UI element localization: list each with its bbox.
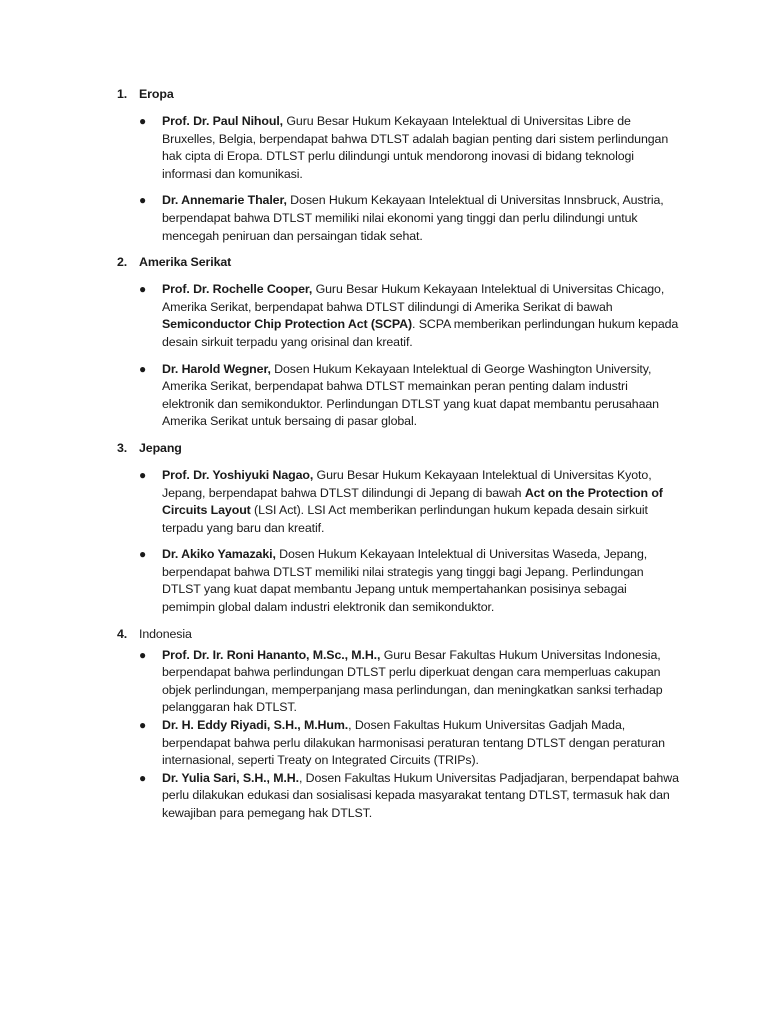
bullet-icon: ● (139, 647, 147, 662)
section-jepang (117, 440, 682, 617)
section-amerika-serikat (117, 254, 682, 431)
section-title: Eropa (139, 87, 174, 101)
expert-opinion: , Dosen Fakultas Hukum Universitas Gadjah Mada, berpendapat bahwa perlu dilakukan harmonisasi peraturan tentang DTLST dengan peraturan internasional, seperti Treaty on Integrated Circuits (TRIPs). (162, 718, 665, 768)
opinion-list (117, 281, 682, 431)
expert-opinion-cont: (LSI Act). LSI Act memberikan perlindungan hukum kepada desain sirkuit terpadu yang baru dan kreatif. (162, 503, 648, 535)
list-item (117, 647, 682, 717)
bullet-icon: ● (139, 718, 147, 733)
section-title: Indonesia (139, 626, 192, 641)
section-heading (117, 86, 682, 104)
expert-opinion: Dosen Hukum Kekayaan Intelektual di George Washington University, Amerika Serikat, berpendapat bahwa DTLST memainkan peran penting dalam industri elektronik dan semikonduktor. Perlindungan DTLST yang kuat dapat membantu perusahaan Amerika Serikat untuk bersaing di pasar global. (162, 361, 659, 429)
section-eropa (117, 86, 682, 245)
expert-name: Prof. Dr. Paul Nihoul, (162, 114, 284, 128)
expert-name: Dr. H. Eddy Riyadi, S.H., M.Hum. (162, 718, 349, 733)
expert-opinion-cont: . SCPA memberikan perlindungan hukum kepada desain sirkuit terpadu yang orisinal dan kreatif. (162, 317, 679, 349)
section-number: 4. (117, 626, 128, 641)
section-heading (117, 254, 682, 272)
bullet-icon: ● (139, 361, 147, 376)
expert-name: Dr. Annemarie Thaler, (162, 193, 287, 208)
list-item (117, 546, 682, 616)
bullet-icon: ● (139, 547, 147, 562)
law-name: Semiconductor Chip Protection Act (SCPA) (162, 317, 413, 332)
opinion-list (117, 647, 682, 823)
opinion-list (117, 467, 682, 617)
bullet-icon: ● (139, 193, 147, 208)
list-item (117, 281, 682, 351)
list-item (117, 770, 682, 823)
expert-opinion: Dosen Hukum Kekayaan Intelektual di Universitas Innsbruck, Austria, berpendapat bahwa DTLST memiliki nilai ekonomi yang tinggi dan perlu dilindungi untuk mencegah peniruan dan persaingan tidak sehat. (162, 193, 664, 243)
bullet-icon: ● (139, 467, 147, 482)
list-item (117, 192, 682, 245)
section-number: 2. (117, 255, 128, 270)
list-item (117, 467, 682, 537)
opinion-list (117, 113, 682, 245)
expert-name: Prof. Dr. Yoshiyuki Nagao, (162, 467, 314, 482)
expert-name: Prof. Dr. Ir. Roni Hananto, M.Sc., M.H., (162, 647, 381, 662)
expert-opinion: Guru Besar Hukum Kekayaan Intelektual di Universitas Libre de Bruxelles, Belgia, berpendapat bahwa DTLST adalah bagian penting dari sistem perlindungan hak cipta di Eropa. DTLST perlu dilindungi untuk mendorong inovasi di bidang teknologi informasi dan komunikasi. (162, 114, 669, 181)
bullet-icon: ● (139, 114, 147, 128)
section-heading (117, 440, 682, 458)
section-indonesia (117, 626, 682, 823)
section-number: 3. (117, 440, 128, 455)
expert-name: Dr. Akiko Yamazaki, (162, 547, 276, 562)
section-title: Jepang (139, 440, 182, 455)
bullet-icon: ● (139, 282, 147, 297)
expert-name: Prof. Dr. Rochelle Cooper, (162, 282, 313, 297)
expert-opinion: Dosen Hukum Kekayaan Intelektual di Universitas Waseda, Jepang, berpendapat bahwa DTLST memiliki nilai strategis yang tinggi bagi Jepang. Perlindungan DTLST yang kuat dapat membantu Jepang untuk mempertahankan posisinya sebagai pemimpin global dalam industri elektronik dan semikonduktor. (162, 547, 648, 615)
expert-opinion: , Dosen Fakultas Hukum Universitas Padjadjaran, berpendapat bahwa perlu dilakukan edukasi dan sosialisasi kepada masyarakat tentang DTLST, termasuk hak dan kewajiban para pemegang hak DTLST. (162, 770, 679, 820)
document-content (117, 86, 682, 823)
section-number: 1. (117, 87, 128, 101)
expert-opinion: Guru Besar Hukum Kekayaan Intelektual di Universitas Kyoto, Jepang, berpendapat bahwa DTLST dilindungi di Jepang di bawah (162, 467, 652, 500)
expert-name: Dr. Yulia Sari, S.H., M.H. (162, 770, 299, 785)
list-item (117, 361, 682, 431)
list-item (117, 717, 682, 770)
section-title: Amerika Serikat (139, 255, 232, 270)
expert-opinion: Guru Besar Hukum Kekayaan Intelektual di Universitas Chicago, Amerika Serikat, berpendapat bahwa DTLST dilindungi di Amerika Serikat di bawah (162, 282, 665, 314)
expert-opinion: Guru Besar Fakultas Hukum Universitas Indonesia, berpendapat bahwa perlindungan DTLST perlu diperkuat dengan cara memperluas cakupan objek perlindungan, memperpanjang masa perlindungan, dan meningkatkan sanksi terhadap pelanggaran hak DTLST. (162, 647, 663, 715)
list-item (117, 113, 682, 183)
expert-name: Dr. Harold Wegner, (162, 361, 271, 376)
bullet-icon: ● (139, 770, 147, 785)
law-name: Act on the Protection of Circuits Layout (162, 485, 663, 518)
section-heading (117, 626, 682, 644)
